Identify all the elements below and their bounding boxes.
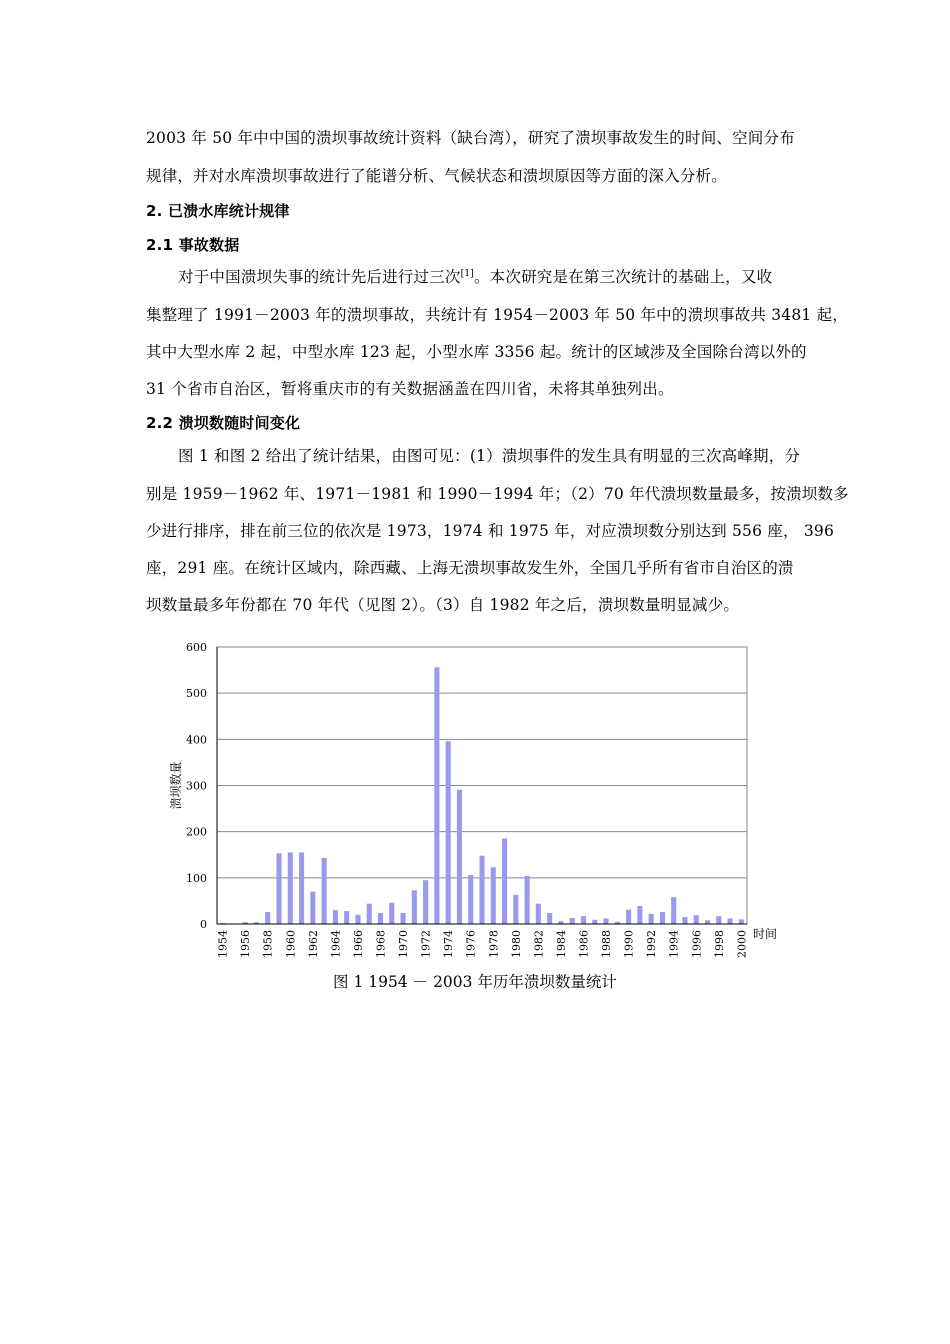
bar <box>604 918 609 924</box>
bar <box>389 903 394 924</box>
bar <box>322 858 327 924</box>
paragraph-text: 。本次研究是在第三次统计的基础上，又收 <box>473 268 773 286</box>
bar <box>671 897 676 924</box>
bar <box>491 867 496 924</box>
paragraph-line: 规律，并对水库溃坝事故进行了能谱分析、气候状态和溃坝原因等方面的深入分析。 <box>146 167 727 185</box>
x-tick-label: 1982 <box>532 930 546 958</box>
bar <box>333 910 338 924</box>
bar <box>649 914 654 924</box>
bar <box>355 915 360 924</box>
bar <box>299 852 304 924</box>
bar <box>694 915 699 924</box>
x-axis-title: 时间 <box>753 927 778 941</box>
bar <box>367 904 372 924</box>
x-tick-label: 1964 <box>329 930 343 958</box>
x-tick-label: 1968 <box>374 930 388 958</box>
bar <box>592 920 597 924</box>
x-tick-label: 1976 <box>464 930 478 958</box>
y-tick-label: 200 <box>186 825 207 839</box>
bar <box>536 904 541 924</box>
x-tick-label: 1996 <box>690 930 704 958</box>
bar <box>479 856 484 924</box>
subsection-heading: 2.2 溃坝数随时间变化 <box>146 414 301 432</box>
dam-failure-bar-chart <box>160 632 800 972</box>
bar <box>502 839 507 924</box>
x-tick-label: 1994 <box>667 930 681 958</box>
subsection-heading: 2.1 事故数据 <box>146 236 240 254</box>
bar <box>423 880 428 924</box>
y-tick-label: 500 <box>186 687 207 701</box>
figure-caption: 图 1 1954 － 2003 年历年溃坝数量统计 <box>333 973 617 991</box>
bar <box>728 918 733 924</box>
bar <box>525 876 530 924</box>
paragraph-line: 图 1 和图 2 给出了统计结果，由图可见：(1）溃坝事件的发生具有明显的三次高峰期，分 <box>178 447 801 465</box>
bar <box>626 910 631 924</box>
paragraph-line: 座，291 座。在统计区域内，除西藏、上海无溃坝事故发生外，全国几乎所有省市自治区的溃 <box>146 559 794 577</box>
paragraph-line: 其中大型水库 2 起，中型水库 123 起，小型水库 3356 起。统计的区域涉及全国除台湾以外的 <box>146 343 807 361</box>
y-tick-label: 0 <box>200 918 207 931</box>
bar <box>401 913 406 924</box>
bar <box>276 853 281 924</box>
bar <box>513 895 518 924</box>
x-tick-label: 1984 <box>554 930 568 958</box>
x-tick-label: 1986 <box>577 930 591 958</box>
x-tick-label: 1956 <box>239 930 253 958</box>
y-tick-label: 100 <box>186 871 207 885</box>
paragraph-line: 集整理了 1991－2003 年的溃坝事故，共统计有 1954－2003 年 50 年中的溃坝事故共 3481 起， <box>146 306 848 324</box>
bar <box>739 919 744 924</box>
x-tick-label: 1958 <box>261 930 275 958</box>
bar <box>682 917 687 924</box>
bar <box>660 912 665 924</box>
bar <box>412 890 417 924</box>
paragraph-text: 对于中国溃坝失事的统计先后进行过三次 <box>178 268 461 286</box>
y-tick-label: 600 <box>186 641 207 654</box>
paragraph-line: 坝数量最多年份都在 70 年代（见图 2）。（3）自 1982 年之后，溃坝数量明显减少。 <box>146 596 740 614</box>
bar <box>310 892 315 924</box>
bar <box>705 920 710 924</box>
x-tick-label: 1990 <box>622 930 636 958</box>
paragraph-line: 别是 1959－1962 年、1971－1981 和 1990－1994 年；（2）70 年代溃坝数量最多，按溃坝数多 <box>146 485 849 503</box>
x-tick-label: 1954 <box>216 930 230 958</box>
paragraph-line: 少进行排序，排在前三位的依次是 1973，1974 和 1975 年，对应溃坝数分别达到 556 座， 396 <box>146 522 834 540</box>
x-tick-label: 1978 <box>487 930 501 958</box>
x-tick-label: 1998 <box>712 930 726 958</box>
x-tick-label: 1974 <box>442 930 456 958</box>
paragraph-line: 31 个省市自治区，暂将重庆市的有关数据涵盖在四川省，未将其单独列出。 <box>146 380 674 398</box>
y-tick-label: 300 <box>186 779 207 793</box>
bar <box>288 852 293 924</box>
bar <box>434 667 439 924</box>
x-tick-label: 1980 <box>509 930 523 958</box>
x-tick-label: 1962 <box>306 930 320 958</box>
bar <box>570 918 575 924</box>
paragraph-line <box>178 265 772 287</box>
citation-ref: [1] <box>460 269 474 279</box>
bar <box>468 875 473 924</box>
x-tick-label: 1970 <box>397 930 411 958</box>
y-axis-title: 溃坝数量 <box>169 761 183 810</box>
x-tick-label: 1966 <box>351 930 365 958</box>
bar <box>378 913 383 924</box>
bar <box>446 741 451 924</box>
x-tick-label: 1960 <box>284 930 298 958</box>
x-tick-label: 1992 <box>645 930 659 958</box>
x-tick-label: 1988 <box>600 930 614 958</box>
bar <box>547 913 552 924</box>
y-tick-label: 400 <box>186 733 207 747</box>
bar <box>637 906 642 924</box>
bar <box>265 912 270 924</box>
bar <box>716 916 721 924</box>
x-tick-label: 1972 <box>419 930 433 958</box>
bar <box>581 916 586 924</box>
bar <box>344 911 349 924</box>
paragraph-line: 2003 年 50 年中中国的溃坝事故统计资料（缺台湾），研究了溃坝事故发生的时间、空间分布 <box>146 129 795 147</box>
x-tick-label: 2000 <box>735 930 749 958</box>
bar <box>457 790 462 924</box>
section-heading: 2. 已溃水库统计规律 <box>146 202 290 220</box>
